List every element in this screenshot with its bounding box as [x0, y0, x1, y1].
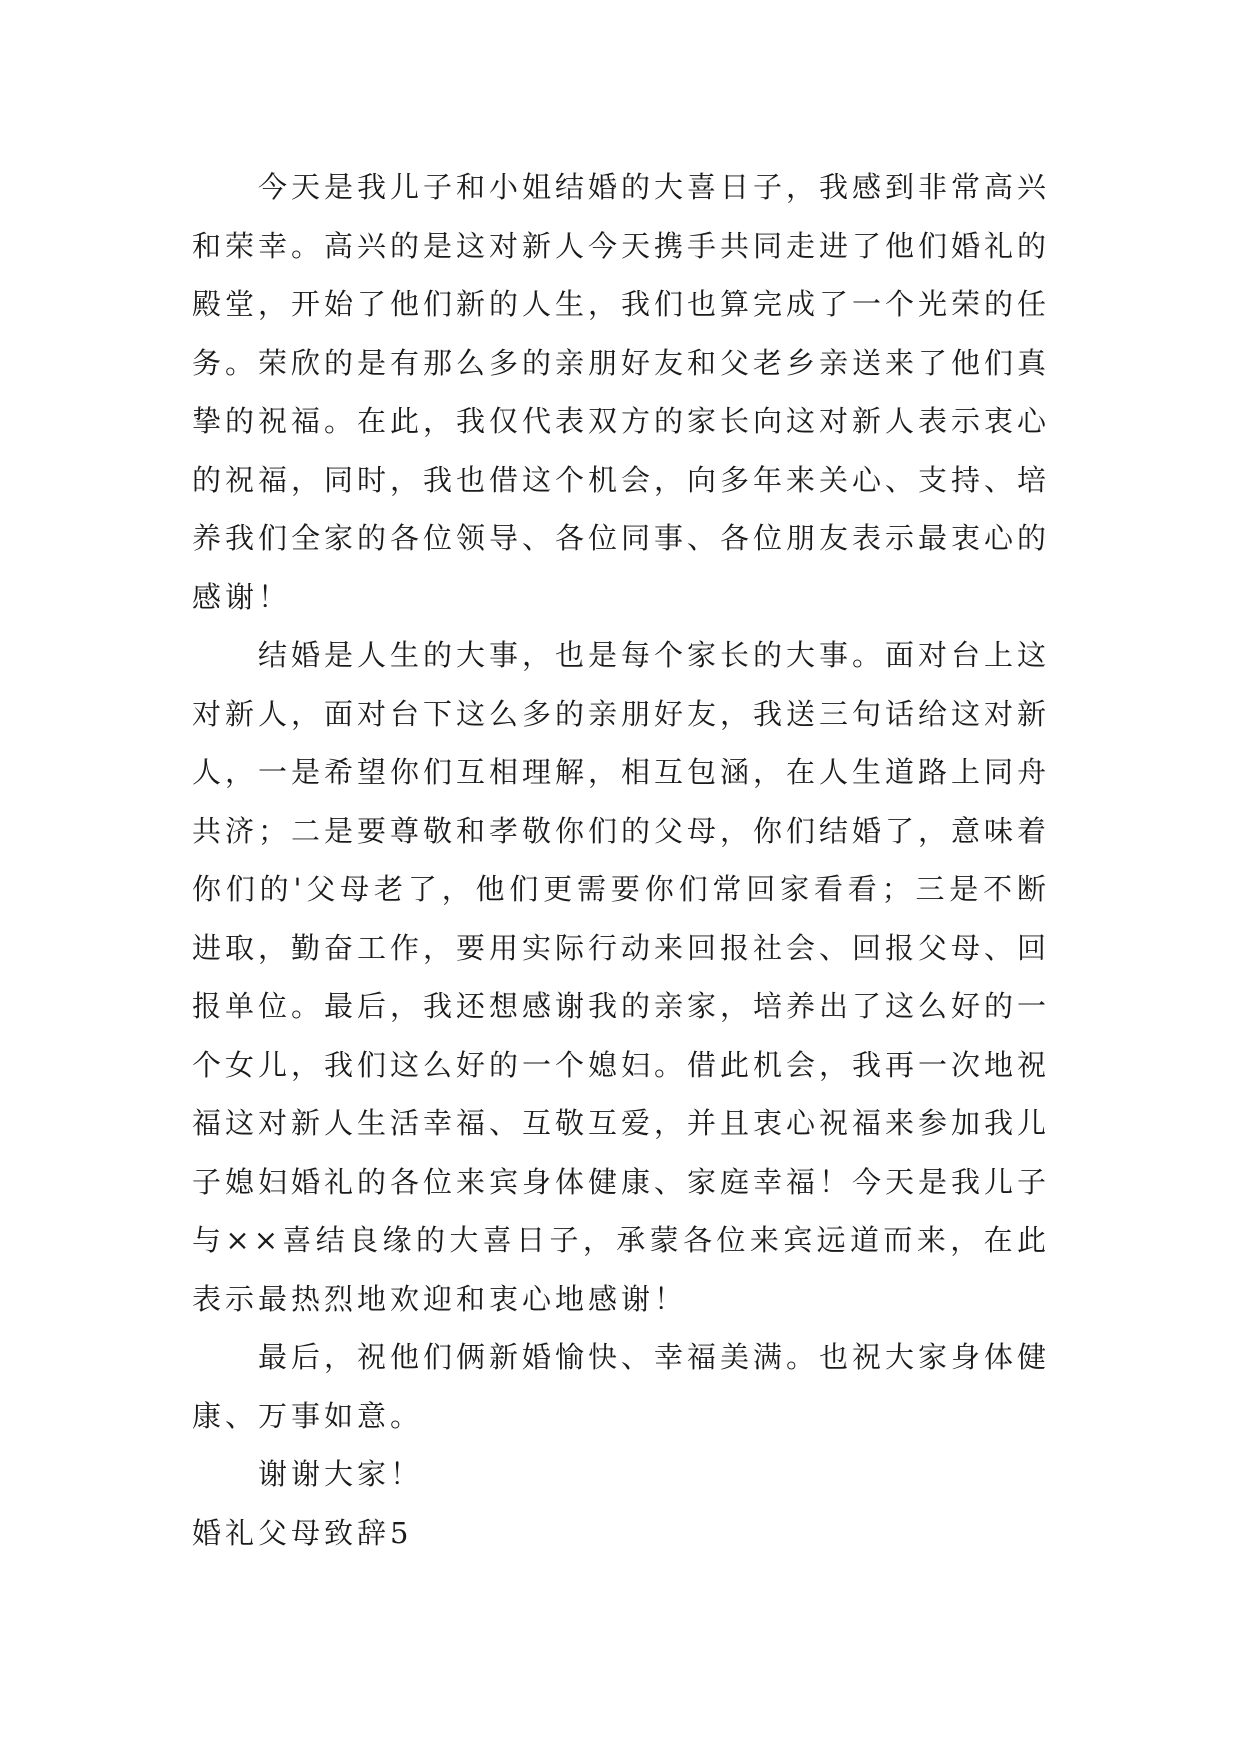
paragraph-opening: 今天是我儿子和小姐结婚的大喜日子，我感到非常高兴和荣幸。高兴的是这对新人今天携手共同走进了他们婚礼的殿堂，开始了他们新的人生，我们也算完成了一个光荣的任务。荣欣的是有那么多的亲朋好友和父老乡亲送来了他们真挚的祝福。在此，我仅代表双方的家长向这对新人表示衷心的祝福，同时，我也借这个机会，向多年来关心、支持、培养我们全家的各位领导、各位同事、各位朋友表示最衷心的感谢！	[192, 170, 1051, 614]
next-section-heading: 婚礼父母致辞5	[192, 1515, 413, 1550]
paragraph-advice: 结婚是人生的大事，也是每个家长的大事。面对台上这对新人，面对台下这么多的亲朋好友，我送三句话给这对新人，一是希望你们互相理解，相互包涵，在人生道路上同舟共济；二是要尊敬和孝敬你们的父母，你们结婚了，意味着你们的'父母老了，他们更需要你们常回家看看；三是不断进取，勤奋工作，要用实际行动来回报社会、回报父母、回报单位。最后，我还想感谢我的亲家，培养出了这么好的一个女儿，我们这么好的一个媳妇。借此机会，我再一次地祝福这对新人生活幸福、互敬互爱，并且衷心祝福来参加我儿子媳妇婚礼的各位来宾身体健康、家庭幸福！今天是我儿子与××喜结良缘的大喜日子，承蒙各位来宾远道而来，在此表示最热烈地欢迎和衷心地感谢！	[192, 638, 1051, 1316]
document-page	[192, 158, 1050, 1562]
paragraph-blessing: 最后，祝他们俩新婚愉快、幸福美满。也祝大家身体健康、万事如意。	[192, 1340, 1051, 1433]
paragraph-thanks: 谢谢大家！	[258, 1457, 424, 1491]
